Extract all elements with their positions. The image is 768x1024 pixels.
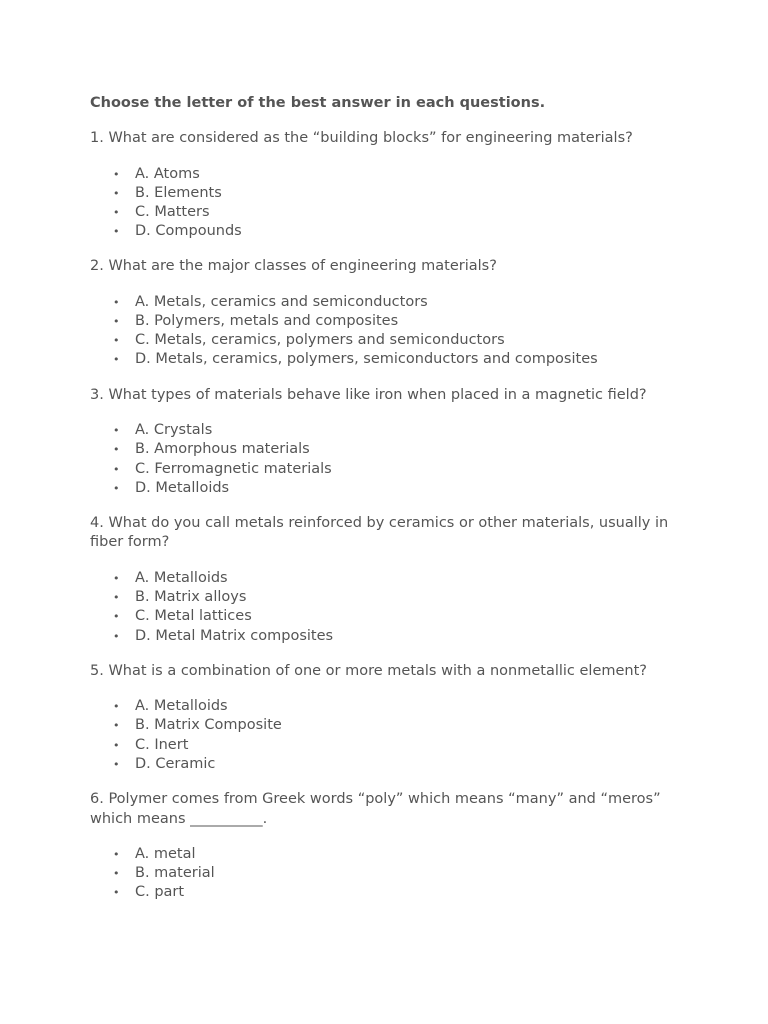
option-label: C. Ferromagnetic materials [135,460,332,477]
answer-options [90,421,690,498]
option-label: A. Atoms [135,165,200,182]
bullet-icon: • [113,738,120,752]
bullet-icon: • [113,610,120,624]
option-label: D. Metals, ceramics, polymers, semiconductors and composites [135,351,598,368]
bullet-icon: • [113,757,120,771]
answer-option [90,184,690,203]
option-label: C. Metal lattices [135,608,252,625]
question-text: 3. What types of materials behave like iron when placed in a magnetic field? [90,386,647,403]
answer-option [90,569,690,588]
option-label: C. Matters [135,203,210,220]
option-label: A. Metalloids [135,698,228,715]
answer-option [90,627,690,646]
option-label: B. Matrix Composite [135,717,282,734]
option-label: D. Metal Matrix composites [135,627,334,644]
question-text: 5. What is a combination of one or more metals with a nonmetallic element? [90,662,647,679]
option-label: B. material [135,865,215,882]
question-1 [90,129,690,241]
bullet-icon: • [113,700,120,714]
bullet-icon: • [113,462,120,476]
question-2 [90,257,690,369]
question-text: 4. What do you call metals reinforced by ceramics or other materials, usually in fiber form? [90,514,669,551]
bullet-icon: • [113,353,120,367]
answer-option [90,864,690,883]
bullet-icon: • [113,719,120,733]
bullet-icon: • [113,315,120,329]
answer-options [90,293,690,370]
answer-option [90,479,690,498]
bullet-icon: • [113,295,120,309]
answer-option [90,350,690,369]
answer-option [90,460,690,479]
bullet-icon: • [113,481,120,495]
answer-option [90,312,690,331]
option-label: B. Elements [135,184,222,201]
instructions-heading: Choose the letter of the best answer in each questions. [90,95,546,111]
answer-option [90,293,690,312]
answer-option [90,331,690,350]
bullet-icon: • [113,186,120,200]
answer-options [90,845,690,903]
bullet-icon: • [113,443,120,457]
bullet-icon: • [113,334,120,348]
option-label: A. metal [135,846,196,863]
bullet-icon: • [113,167,120,181]
answer-option [90,716,690,735]
answer-option [90,845,690,864]
answer-option [90,165,690,184]
option-label: A. Crystals [135,422,213,439]
option-label: B. Matrix alloys [135,589,247,606]
option-label: D. Compounds [135,223,242,240]
bullet-icon: • [113,629,120,643]
bullet-icon: • [113,886,120,900]
option-label: D. Ceramic [135,755,216,772]
answer-option [90,697,690,716]
question-text: 2. What are the major classes of engineering materials? [90,258,497,275]
answer-options [90,165,690,242]
answer-option [90,222,690,241]
question-text: 1. What are considered as the “building blocks” for engineering materials? [90,130,633,146]
bullet-icon: • [113,225,120,239]
question-3 [90,386,690,498]
bullet-icon: • [113,571,120,585]
option-label: A. Metals, ceramics and semiconductors [135,293,428,310]
option-label: C. Metals, ceramics, polymers and semiconductors [135,332,505,349]
question-5 [90,662,690,774]
option-label: C. part [135,884,185,901]
answer-options [90,569,690,646]
answer-option [90,755,690,774]
option-label: B. Polymers, metals and composites [135,313,399,330]
answer-option [90,203,690,222]
bullet-icon: • [113,591,120,605]
question-text: 6. Polymer comes from Greek words “poly” which means “many” and “meros” which means __________. [90,791,661,827]
bullet-icon: • [113,867,120,881]
option-label: C. Inert [135,736,189,753]
bullet-icon: • [113,848,120,862]
answer-option [90,607,690,626]
answer-option [90,440,690,459]
answer-option [90,883,690,902]
document-page [90,93,690,919]
answer-option [90,421,690,440]
option-label: A. Metalloids [135,569,228,586]
bullet-icon: • [113,424,120,438]
option-label: D. Metalloids [135,479,230,496]
question-4 [90,514,690,646]
question-6 [90,790,690,903]
answer-option [90,736,690,755]
option-label: B. Amorphous materials [135,441,310,458]
answer-option [90,588,690,607]
bullet-icon: • [113,205,120,219]
answer-options [90,697,690,774]
